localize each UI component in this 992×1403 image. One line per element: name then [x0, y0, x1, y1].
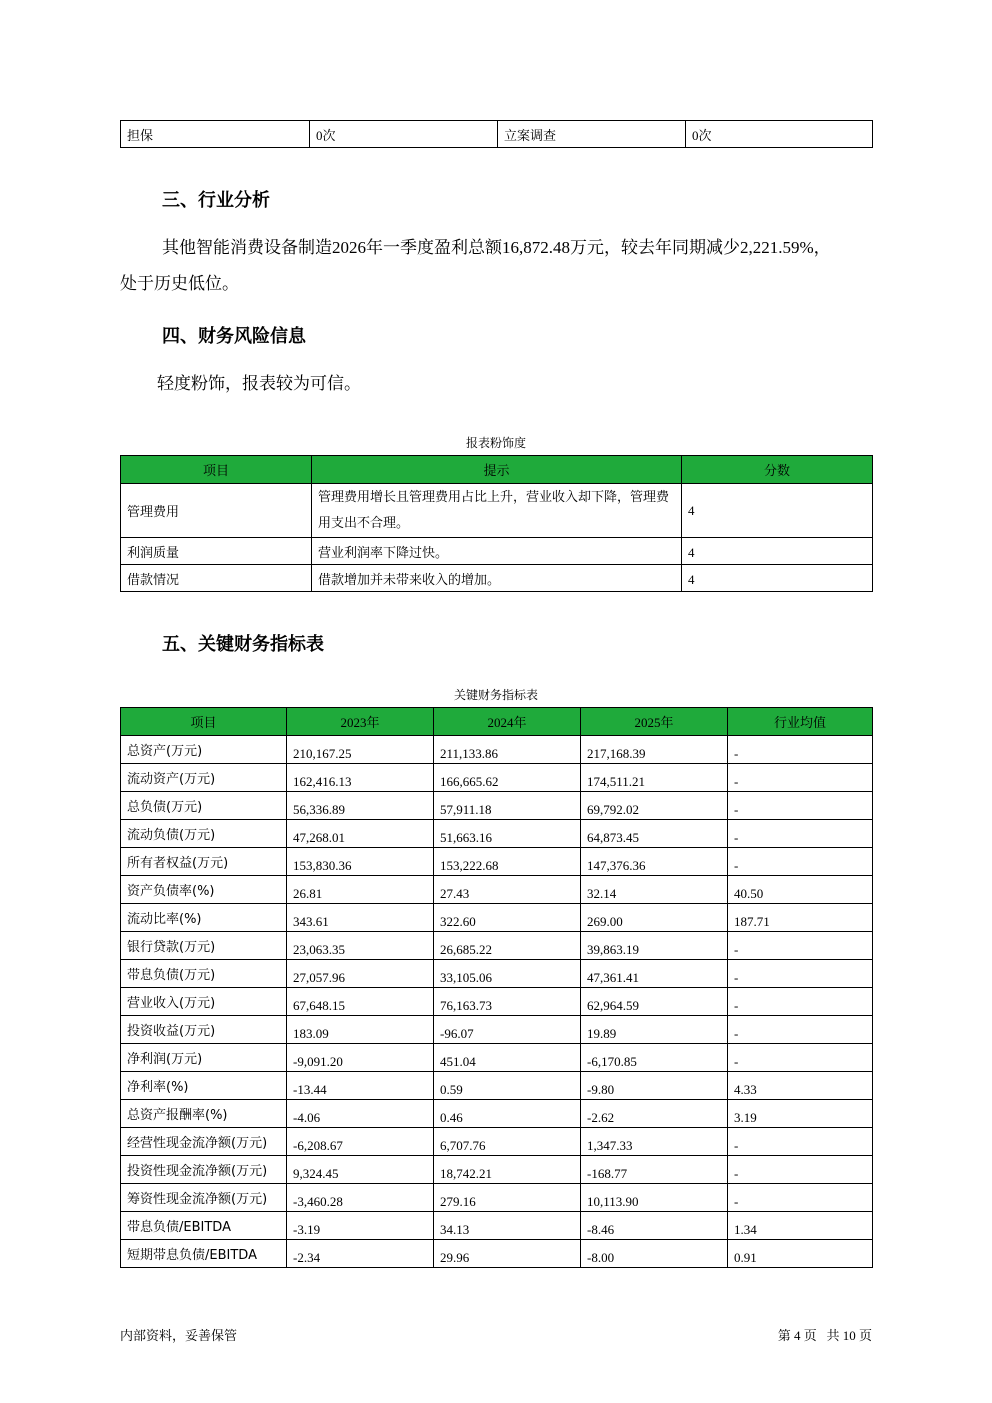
table-cell: 6,707.76: [434, 1128, 581, 1156]
table-row: [121, 1184, 873, 1212]
table-row: [121, 820, 873, 848]
table-cell: -: [728, 932, 873, 960]
table-cell: 借款情况: [121, 565, 312, 592]
table-cell: 56,336.89: [287, 792, 434, 820]
table-cell: 279.16: [434, 1184, 581, 1212]
paragraph-line: 其他智能消费设备制造2026年一季度盈利总额16,872.48万元，较去年同期减少2,221.59%，: [162, 238, 831, 257]
column-header: 项目: [121, 708, 287, 736]
table-cell: -4.06: [287, 1100, 434, 1128]
total-pages: 10: [842, 1328, 856, 1343]
table-cell: 147,376.36: [581, 848, 728, 876]
table-cell: [682, 538, 873, 565]
table-header-row: [121, 456, 873, 484]
table-cell: -8.46: [581, 1212, 728, 1240]
score-value: 4: [688, 502, 695, 518]
table-cell: 76,163.73: [434, 988, 581, 1016]
hint-text: 管理费用增长且管理费用占比上升，营业收入却下降，管理费: [318, 489, 670, 505]
row-label: 带息负债(万元): [121, 960, 287, 988]
column-header: 提示: [312, 456, 682, 484]
section-title: 五、关键财务指标表: [162, 634, 324, 655]
table-cell: 18,742.21: [434, 1156, 581, 1184]
table-cell: -: [728, 1016, 873, 1044]
row-label: 净利润(万元): [121, 1044, 287, 1072]
row-label: 总资产(万元): [121, 736, 287, 764]
table-cell: -6,208.67: [287, 1128, 434, 1156]
table-cell: 利润质量: [121, 538, 312, 565]
table-cell: 29.96: [434, 1240, 581, 1268]
table-cell: -168.77: [581, 1156, 728, 1184]
row-label: 带息负债/EBITDA: [121, 1212, 287, 1240]
table-cell: 174,511.21: [581, 764, 728, 792]
table-cell: 1,347.33: [581, 1128, 728, 1156]
table-cell: 162,416.13: [287, 764, 434, 792]
row-label: 营业收入(万元): [121, 988, 287, 1016]
row-label: 银行贷款(万元): [121, 932, 287, 960]
table-cell: -: [728, 792, 873, 820]
table-row: [121, 121, 873, 148]
table-row: [121, 1128, 873, 1156]
table-cell: 51,663.16: [434, 820, 581, 848]
page-number: 4: [793, 1328, 801, 1343]
table-row: [121, 988, 873, 1016]
table-cell: 322.60: [434, 904, 581, 932]
table-cell: -: [728, 764, 873, 792]
table-row: [121, 565, 873, 592]
table-row: [121, 904, 873, 932]
table-row: [121, 960, 873, 988]
table-cell: 34.13: [434, 1212, 581, 1240]
section-title: 三、行业分析: [162, 190, 270, 211]
table-cell: 269.00: [581, 904, 728, 932]
page-label: 页: [803, 1329, 817, 1344]
score-value: 4: [688, 572, 695, 587]
table-cell: 217,168.39: [581, 736, 728, 764]
table-cell: -: [728, 1044, 873, 1072]
table-cell: 4.33: [728, 1072, 873, 1100]
table-row: [121, 1212, 873, 1240]
table-cell: 0次: [310, 121, 498, 148]
column-header: 2023年: [287, 708, 434, 736]
table-cell: 3.19: [728, 1100, 873, 1128]
row-label: 投资性现金流净额(万元): [121, 1156, 287, 1184]
column-header: 行业均值: [728, 708, 873, 736]
table-row: [121, 484, 873, 538]
table-cell: 62,964.59: [581, 988, 728, 1016]
table-cell: 166,665.62: [434, 764, 581, 792]
table-cell: 57,911.18: [434, 792, 581, 820]
table-cell: 183.09: [287, 1016, 434, 1044]
table-cell: 23,063.35: [287, 932, 434, 960]
table-cell: -: [728, 1128, 873, 1156]
table-cell: 管理费用: [121, 484, 312, 538]
row-label: 投资收益(万元): [121, 1016, 287, 1044]
table-row: [121, 1072, 873, 1100]
row-label: 流动比率(%): [121, 904, 287, 932]
total-label: 共: [826, 1329, 840, 1344]
table-cell: 67,648.15: [287, 988, 434, 1016]
column-header: 2024年: [434, 708, 581, 736]
table-cell: -3.19: [287, 1212, 434, 1240]
table-cell: -: [728, 820, 873, 848]
table-cell: 32.14: [581, 876, 728, 904]
table-cell: 借款增加并未带来收入的增加。: [312, 565, 682, 592]
row-label: 筹资性现金流净额(万元): [121, 1184, 287, 1212]
column-header: 2025年: [581, 708, 728, 736]
score-value: 4: [688, 545, 695, 560]
table-cell: 0.46: [434, 1100, 581, 1128]
table-cell: -2.34: [287, 1240, 434, 1268]
table-cell: -8.00: [581, 1240, 728, 1268]
table-cell: 39,863.19: [581, 932, 728, 960]
row-label: 流动资产(万元): [121, 764, 287, 792]
table-row: [121, 736, 873, 764]
table-cell: -2.62: [581, 1100, 728, 1128]
table-row: [121, 848, 873, 876]
table-row: [121, 1100, 873, 1128]
table-header-row: [121, 708, 873, 736]
table-cell: -96.07: [434, 1016, 581, 1044]
table-cell: 0.59: [434, 1072, 581, 1100]
table-cell: -13.44: [287, 1072, 434, 1100]
total-label: 页: [858, 1329, 872, 1344]
table-row: [121, 1240, 873, 1268]
table-cell: -9,091.20: [287, 1044, 434, 1072]
row-label: 所有者权益(万元): [121, 848, 287, 876]
table-cell: 担保: [121, 121, 310, 148]
table-row: [121, 876, 873, 904]
table-cell: 9,324.45: [287, 1156, 434, 1184]
footer-note: 内部资料，妥善保管: [120, 1329, 238, 1344]
table-row: [121, 538, 873, 565]
table-cell: 立案调查: [498, 121, 686, 148]
table-cell: [312, 484, 682, 538]
table-cell: 27.43: [434, 876, 581, 904]
table-cell: 1.34: [728, 1212, 873, 1240]
table-row: [121, 764, 873, 792]
table-cell: 210,167.25: [287, 736, 434, 764]
table-row: [121, 1156, 873, 1184]
table-cell: 47,268.01: [287, 820, 434, 848]
table-cell: 26,685.22: [434, 932, 581, 960]
table-cell: -: [728, 1156, 873, 1184]
table-cell: -3,460.28: [287, 1184, 434, 1212]
table-cell: 69,792.02: [581, 792, 728, 820]
table-cell: 19.89: [581, 1016, 728, 1044]
table-cell: -: [728, 736, 873, 764]
table-caption: 报表粉饰度: [465, 436, 526, 450]
table-row: [121, 1044, 873, 1072]
row-label: 总资产报酬率(%): [121, 1100, 287, 1128]
paragraph-line: 轻度粉饰，报表较为可信。: [157, 374, 361, 393]
table-cell: 451.04: [434, 1044, 581, 1072]
paragraph-line: 处于历史低位。: [120, 274, 239, 293]
table-cell: 40.50: [728, 876, 873, 904]
table-cell: -: [728, 988, 873, 1016]
column-header: 项目: [121, 456, 312, 484]
summary-table: [120, 120, 873, 148]
table-cell: [682, 484, 873, 538]
table-cell: 343.61: [287, 904, 434, 932]
table-row: [121, 932, 873, 960]
table-cell: 153,830.36: [287, 848, 434, 876]
table-cell: 47,361.41: [581, 960, 728, 988]
table-cell: 64,873.45: [581, 820, 728, 848]
table-cell: 0次: [686, 121, 873, 148]
table-cell: 0.91: [728, 1240, 873, 1268]
table-cell: 187.71: [728, 904, 873, 932]
page-label: 第: [777, 1329, 791, 1344]
row-label: 短期带息负债/EBITDA: [121, 1240, 287, 1268]
table-cell: 33,105.06: [434, 960, 581, 988]
key-financials-table: [120, 707, 873, 1268]
table-cell: [682, 565, 873, 592]
table-caption: 关键财务指标表: [453, 688, 538, 702]
table-cell: 10,113.90: [581, 1184, 728, 1212]
table-cell: 营业利润率下降过快。: [312, 538, 682, 565]
section-title: 四、财务风险信息: [162, 326, 306, 347]
column-header: 分数: [682, 456, 873, 484]
page-indicator: [778, 1325, 872, 1344]
table-cell: -: [728, 960, 873, 988]
row-label: 总负债(万元): [121, 792, 287, 820]
table-cell: -: [728, 848, 873, 876]
risk-table: [120, 455, 873, 592]
hint-text: 用支出不合理。: [318, 515, 410, 531]
table-cell: 27,057.96: [287, 960, 434, 988]
row-label: 净利率(%): [121, 1072, 287, 1100]
row-label: 流动负债(万元): [121, 820, 287, 848]
table-cell: -: [728, 1184, 873, 1212]
table-row: [121, 1016, 873, 1044]
table-cell: -9.80: [581, 1072, 728, 1100]
table-cell: 153,222.68: [434, 848, 581, 876]
table-cell: -6,170.85: [581, 1044, 728, 1072]
row-label: 资产负债率(%): [121, 876, 287, 904]
table-cell: 26.81: [287, 876, 434, 904]
table-row: [121, 792, 873, 820]
table-cell: 211,133.86: [434, 736, 581, 764]
row-label: 经营性现金流净额(万元): [121, 1128, 287, 1156]
